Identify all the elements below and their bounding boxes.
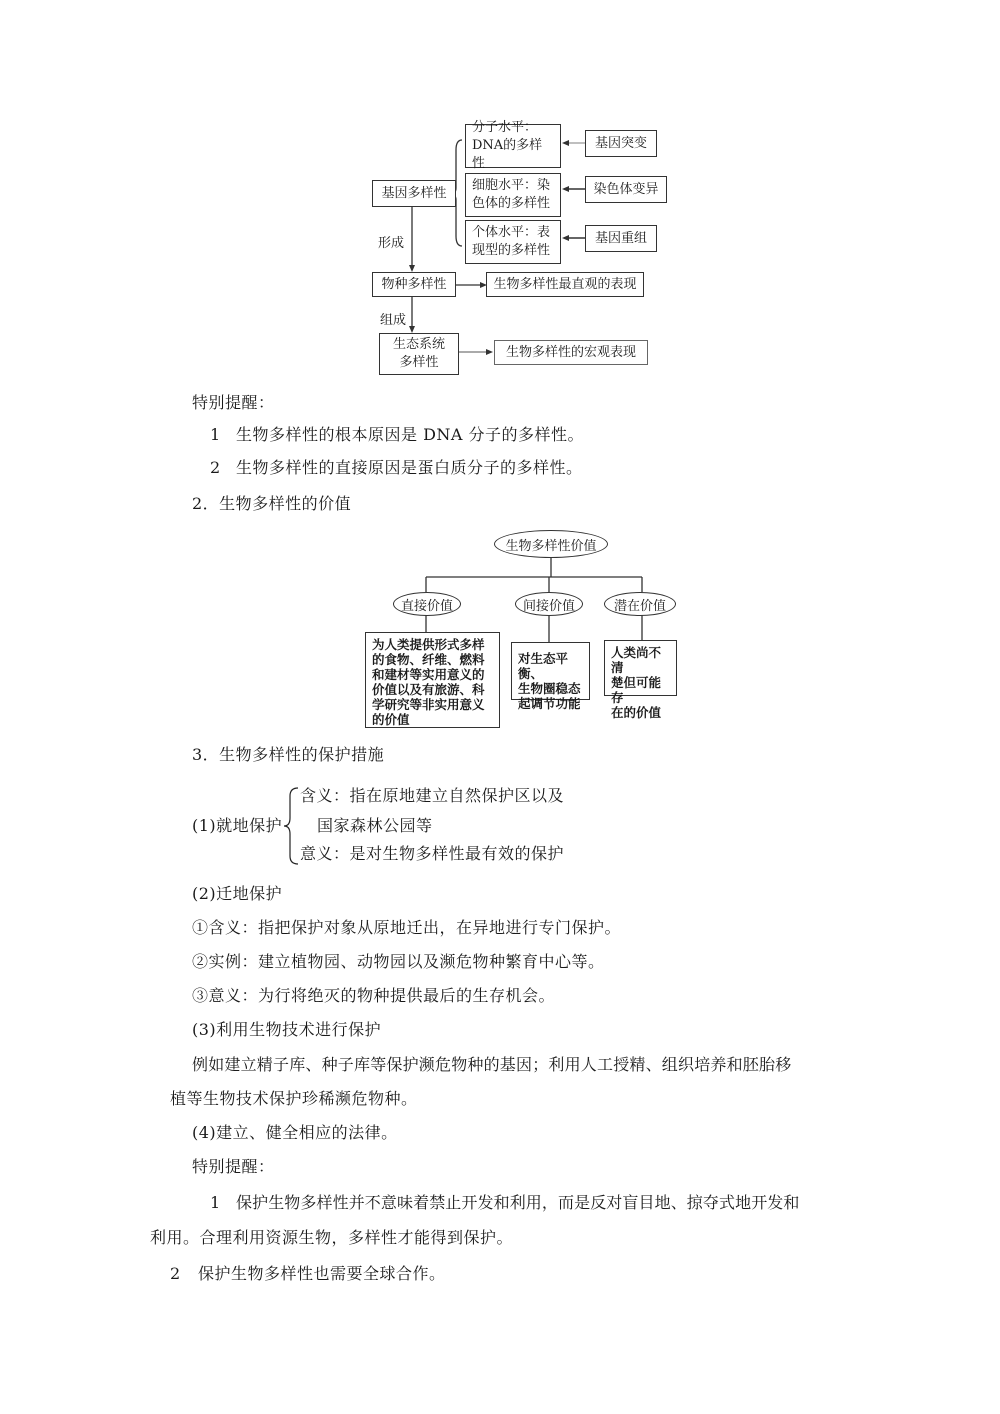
molecular-level-line2: DNA的多样性 <box>472 138 543 171</box>
reminder1-item2-text: 生物多样性的直接原因是蛋白质分子的多样性。 <box>236 458 583 477</box>
ecosystem-line2: 多样性 <box>399 355 439 370</box>
individual-level-line1: 个体水平：表 <box>472 225 551 240</box>
direct-desc-line: 的价值 <box>372 712 410 727</box>
compose-label: 组成 <box>380 313 407 328</box>
biotech-text-line1: 例如建立精子库、种子库等保护濒危物种的基因；利用人工授精、组织培养和胚胎移 <box>192 1055 792 1074</box>
reminder1-item1-text: 生物多样性的根本原因是 DNA 分子的多样性。 <box>236 425 585 444</box>
ex-situ-item-example: ②实例：建立植物园、动物园以及濒危物种繁育中心等。 <box>192 952 605 971</box>
direct-value-label: 直接价值 <box>400 598 453 614</box>
chromosome-variation-label: 染色体变异 <box>593 181 659 197</box>
molecular-level-line1: 分子水平： <box>472 120 538 135</box>
reminder2-title: 特别提醒： <box>192 1157 275 1176</box>
section3-heading: 3．生物多样性的保护措施 <box>192 745 385 764</box>
indirect-desc-line: 生物圈稳态 <box>518 681 581 696</box>
species-desc-label: 生物多样性最直观的表现 <box>493 276 637 292</box>
reminder1-item2-num: 2 <box>210 458 221 477</box>
indirect-value-label: 间接价值 <box>522 598 575 614</box>
reminder2-item1-num: 1 <box>210 1193 221 1212</box>
direct-desc-line: 为人类提供形式多样 <box>372 637 485 652</box>
biotech-label: (3)利用生物技术进行保护 <box>192 1020 382 1039</box>
in-situ-significance: 意义：是对生物多样性最有效的保护 <box>300 844 565 863</box>
reminder2-item1-line1: 保护生物多样性并不意味着禁止开发和利用，而是反对盲目地、掠夺式地开发和 <box>236 1193 800 1212</box>
potential-desc-line: 人类尚不清 <box>611 645 662 675</box>
reminder1-title: 特别提醒： <box>192 393 275 412</box>
direct-desc-line: 学研究等非实用意义 <box>372 697 485 712</box>
cellular-level-line1: 细胞水平：染 <box>472 178 551 193</box>
species-diversity-label: 物种多样性 <box>381 276 447 292</box>
form-label: 形成 <box>378 236 405 251</box>
individual-level-line2: 现型的多样性 <box>472 243 551 258</box>
direct-desc-line: 和建材等实用意义的 <box>372 667 485 682</box>
in-situ-label: (1)就地保护 <box>192 816 283 835</box>
in-situ-meaning-line2: 国家森林公园等 <box>317 816 433 835</box>
value-root-label: 生物多样性价值 <box>505 538 597 554</box>
reminder1-item1-num: 1 <box>210 425 221 444</box>
section2-heading: 2．生物多样性的价值 <box>192 494 352 513</box>
gene-recombination-label: 基因重组 <box>594 230 647 246</box>
ecosystem-line1: 生态系统 <box>392 337 445 352</box>
reminder2-item2-text: 保护生物多样性也需要全球合作。 <box>198 1264 446 1283</box>
ex-situ-label: (2)迁地保护 <box>192 884 283 903</box>
biotech-text-line2: 植等生物技术保护珍稀濒危物种。 <box>170 1089 418 1108</box>
potential-desc-line: 楚但可能存 <box>611 675 662 705</box>
law-label: (4)建立、健全相应的法律。 <box>192 1123 398 1142</box>
direct-desc-line: 的食物、纤维、燃料 <box>372 652 485 667</box>
ex-situ-item-meaning: ①含义：指把保护对象从原地迁出，在异地进行专门保护。 <box>192 918 622 937</box>
reminder2-item2-num: 2 <box>170 1264 181 1283</box>
reminder2-item1-line2: 利用。合理利用资源生物，多样性才能得到保护。 <box>150 1228 514 1247</box>
potential-desc-line: 在的价值 <box>611 705 662 720</box>
indirect-desc-line: 对生态平衡、 <box>518 651 569 681</box>
genetic-diversity-label: 基因多样性 <box>381 185 447 201</box>
cellular-level-line2: 色体的多样性 <box>472 196 551 211</box>
indirect-desc-line: 起调节功能 <box>518 696 581 711</box>
ex-situ-item-significance: ③意义：为行将绝灭的物种提供最后的生存机会。 <box>192 986 556 1005</box>
ecosystem-desc-label: 生物多样性的宏观表现 <box>505 344 636 360</box>
gene-mutation-label: 基因突变 <box>594 135 647 151</box>
potential-value-label: 潜在价值 <box>613 598 666 614</box>
in-situ-meaning-line1: 含义：指在原地建立自然保护区以及 <box>300 786 565 805</box>
direct-desc-line: 价值以及有旅游、科 <box>372 682 485 697</box>
